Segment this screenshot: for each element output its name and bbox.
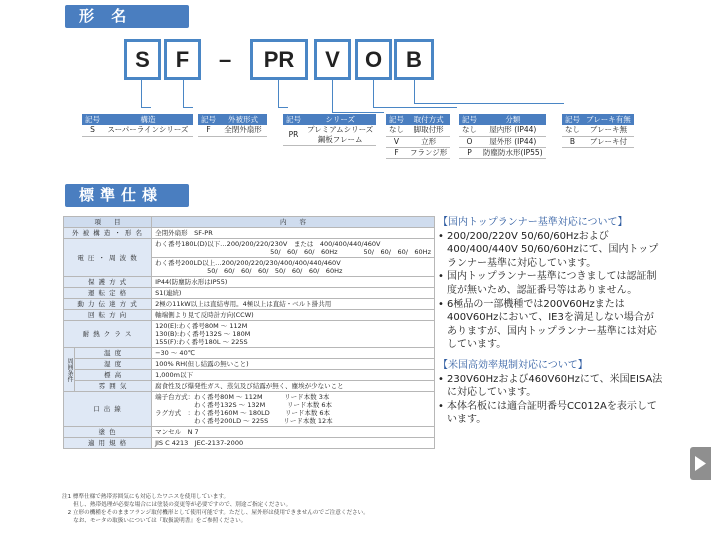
- spec-label: 口 出 線: [64, 392, 152, 427]
- spec-label: 適 用 規 格: [64, 438, 152, 449]
- us-heading: 【米国高効率規制対応について】: [438, 359, 588, 371]
- footnote-line: 2 立形の機種をそのままフランジ取付機形として使用可能です。ただし、屋外形は使用できませんのでご注意ください。: [62, 510, 369, 516]
- spec-group-label: 周囲条件: [64, 348, 75, 392]
- spec-value: わく番号132S ～ 132M リード本数 6本: [155, 401, 333, 409]
- spec-section-title: 標準仕様: [65, 184, 189, 207]
- spec-table: [63, 216, 435, 449]
- spec-value: わく番号200LD ～ 225S リード本数 12本: [155, 417, 333, 425]
- legend-code: F: [386, 147, 407, 158]
- next-page-button[interactable]: [690, 447, 711, 480]
- spec-value: 全閉外扇形 SF-PR: [152, 228, 435, 239]
- model-code-structure: S: [124, 39, 161, 80]
- legend-code: V: [386, 136, 407, 147]
- legend-desc: ブレーキ付: [583, 136, 634, 147]
- model-code-mounting: V: [314, 39, 351, 80]
- spec-label: 回 転 方 向: [64, 310, 152, 321]
- spec-value: 端子台方式：わく番号80M ～ 112M リード本数 3本: [155, 393, 330, 401]
- spec-value: 130(B):わく番号132S ～ 180M: [155, 330, 251, 338]
- model-code-brake: B: [394, 39, 434, 80]
- spec-label: 湿 度: [75, 359, 152, 370]
- spec-value: 50/ 60/ 60/ 60/ 50/ 60/ 60/ 60Hz: [207, 267, 343, 275]
- spec-value: 50/ 60/ 60/ 60Hz 50/ 60/ 60/ 60Hz: [270, 248, 431, 256]
- legend-kigo-header: 記号: [198, 114, 219, 125]
- legend-header: ブレーキ有無: [583, 114, 634, 125]
- connector-line: [183, 80, 193, 108]
- legend-code: PR: [283, 125, 304, 146]
- spec-value: ラグ方式 ：わく番号160M ～ 180LD リード本数 6本: [155, 409, 331, 417]
- spec-label: 耐 熱 ク ラ ス: [64, 321, 152, 348]
- connector-line: [278, 80, 288, 108]
- connector-line: [141, 80, 151, 108]
- legend-desc: プレミアムシリーズ: [307, 125, 374, 134]
- legend-desc: 全閉外扇形: [219, 125, 267, 136]
- spec-header-item: 項 目: [64, 217, 152, 228]
- model-section-title: 形 名: [65, 5, 189, 28]
- model-code-protection: F: [164, 39, 201, 80]
- legend-header: 分類: [480, 114, 546, 125]
- legend-code: S: [82, 125, 103, 136]
- legend-code: なし: [386, 125, 407, 136]
- spec-label: 雰 囲 気: [75, 381, 152, 392]
- legend-header: シリーズ: [304, 114, 376, 125]
- spec-value: 1,000m以下: [152, 370, 435, 381]
- chevron-right-icon: [694, 456, 706, 471]
- footnotes: [62, 493, 442, 525]
- legend-code: B: [562, 136, 583, 147]
- connector-line: [414, 80, 564, 104]
- legend-desc: ブレーキ無: [583, 125, 634, 136]
- spec-value: 100% RH(但し結露の無いこと): [152, 359, 435, 370]
- legend-series: [283, 114, 376, 146]
- footnote-line: なお、モータの取扱いについては『取扱説明書』をご参照ください。: [62, 518, 247, 524]
- legend-desc: 鋼板フレーム: [317, 135, 363, 144]
- legend-class: [459, 114, 546, 159]
- spec-value: 腐食性及び爆発性ガス、蒸気及び結露が無く、塵埃が少ないこと: [152, 381, 435, 392]
- legend-structure: [82, 114, 193, 137]
- spec-value: IP44(防塵防水形はIP55): [152, 277, 435, 288]
- spec-label: 温 度: [75, 348, 152, 359]
- legend-kigo-header: 記号: [283, 114, 304, 125]
- list-item: • 230V60Hzおよび460V60Hzにて、米国EISA法に対応しています。: [438, 373, 663, 399]
- legend-desc: 屋内形 (IP44): [480, 125, 546, 136]
- legend-code: O: [459, 136, 480, 147]
- footnote-line: 但し、熱帯処理が必要な場合には塗装の変更等が必要ですので、別途ご指定ください。: [62, 502, 292, 508]
- list-item: • 200/200/220V 50/60/60Hzおよび400/400/440V 50/60/60Hzにて、国内トップランナー基準に対応しています。: [438, 230, 659, 269]
- spec-value: マンセル N 7: [152, 427, 435, 438]
- legend-desc: 防塵防水形(IP55): [480, 147, 546, 158]
- legend-desc: 立形: [407, 136, 450, 147]
- legend-header: 取付方式: [407, 114, 450, 125]
- legend-kigo-header: 記号: [82, 114, 103, 125]
- legend-desc: 屋外形 (IP44): [480, 136, 546, 147]
- list-item: • 国内トップランナー基準につきましては認証制度が無いため、認証番号等はありません。: [438, 271, 657, 296]
- spec-value: わく番号180L(D)以下…200/200/220/230V または 400/400/440/460V: [155, 240, 381, 248]
- spec-value: 2極の11kW以上は直結専用。4極以上は直結・ベルト掛共用: [152, 299, 435, 310]
- spec-value: 軸端側より見て反時計方向(CCW): [152, 310, 435, 321]
- model-code-series: PR: [250, 39, 308, 80]
- model-code-class: O: [355, 39, 392, 80]
- legend-kigo-header: 記号: [562, 114, 583, 125]
- legend-protection: [198, 114, 267, 137]
- legend-code: P: [459, 147, 480, 158]
- legend-desc: スーパーラインシリーズ: [103, 125, 193, 136]
- spec-header-content: 内 容: [152, 217, 435, 228]
- list-item: • 6極品の一部機種では200V60Hzまたは400V60Hzにおいて、IE3を満足しない場合がありますが、国内トップランナー基準には対応しています。: [438, 298, 657, 351]
- legend-desc: 脚取付形: [407, 125, 450, 136]
- spec-value: −30 ～ 40℃: [152, 348, 435, 359]
- legend-code: F: [198, 125, 219, 136]
- legend-code: なし: [459, 125, 480, 136]
- legend-header: 外被形式: [219, 114, 267, 125]
- spec-label: 電 圧 ・ 周 波 数: [64, 239, 152, 277]
- spec-value: 120(E):わく番号80M ～ 112M: [155, 322, 248, 330]
- list-item: • 本体名板には適合証明番号CC012Aを表示しています。: [438, 400, 657, 426]
- domestic-heading: 【国内トップランナー基準対応について】: [438, 217, 628, 228]
- compliance-notes: [438, 216, 663, 427]
- legend-code: なし: [562, 125, 583, 136]
- spec-value: 155(F):わく番号180L ～ 225S: [155, 338, 248, 346]
- spec-value: JIS C 4213 JEC-2137-2000: [152, 438, 435, 449]
- spec-label: 保 護 方 式: [64, 277, 152, 288]
- legend-mounting: [386, 114, 450, 159]
- spec-label: 動 力 伝 達 方 式: [64, 299, 152, 310]
- model-code-dash: –: [219, 47, 232, 72]
- spec-label: 塗 色: [64, 427, 152, 438]
- legend-desc: フランジ形: [407, 147, 450, 158]
- legend-kigo-header: 記号: [386, 114, 407, 125]
- spec-label: 運 転 定 格: [64, 288, 152, 299]
- spec-value: わく番号200LD以上…200/200/220/230/400/400/440/460V: [155, 259, 341, 267]
- legend-brake: [562, 114, 634, 148]
- legend-header: 構造: [103, 114, 193, 125]
- spec-label: 標 高: [75, 370, 152, 381]
- spec-label: 外 被 構 造 ・ 形 名: [64, 228, 152, 239]
- spec-value: S1(連続): [152, 288, 435, 299]
- legend-kigo-header: 記号: [459, 114, 480, 125]
- footnote-line: 注1 標準仕様で熱帯雰囲気にも対応したワニスを使用しています。: [62, 494, 230, 500]
